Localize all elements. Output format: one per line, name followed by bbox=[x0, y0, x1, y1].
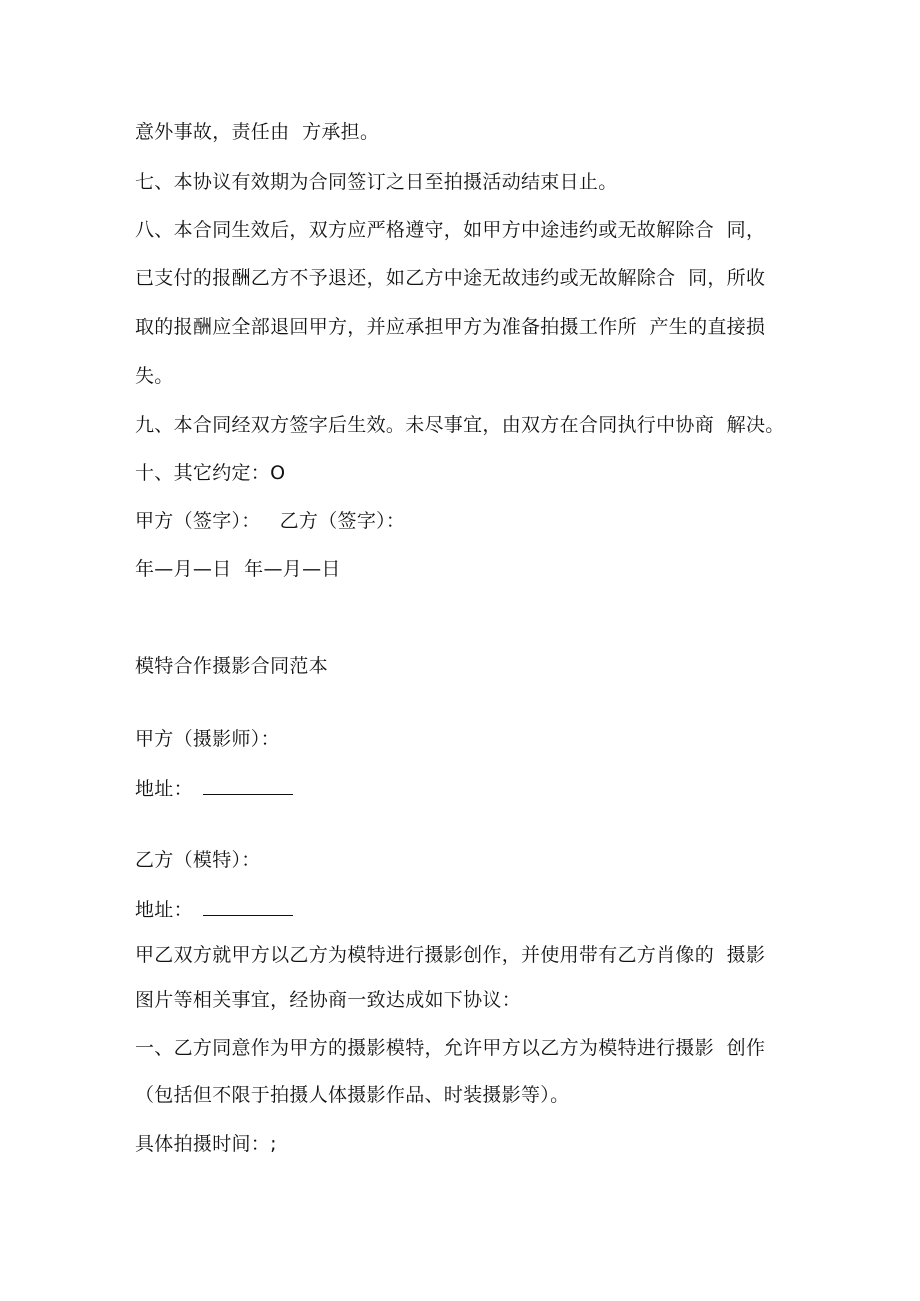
contract-title: 模特合作摄影合同范本 bbox=[135, 655, 329, 677]
shoot-time-label: 具体拍摄时间：; bbox=[135, 1133, 277, 1155]
signature-line: 甲方（签字）： 乙方（签字）： bbox=[135, 510, 406, 532]
clause-7: 七、本协议有效期为合同签订之日至拍摄活动结束日止。 bbox=[135, 171, 618, 193]
party-a-address-blank bbox=[203, 776, 293, 795]
clause-8-line-1: 八、本合同生效后，双方应严格遵守，如甲方中途违约或无故解除合 同， bbox=[135, 219, 766, 241]
date-line: 年—月—日 年—月—日 bbox=[135, 558, 341, 580]
preamble-line-2: 图片等相关事宜，经协商一致达成如下协议： bbox=[135, 989, 522, 1011]
preamble-line-1: 甲乙双方就甲方以乙方为模特进行摄影创作，并使用带有乙方肖像的 摄影 bbox=[135, 944, 766, 966]
clause-8-line-4: 失。 bbox=[135, 365, 174, 387]
clause-1-line-1: 一、乙方同意作为甲方的摄影模特，允许甲方以乙方为模特进行摄影 创作 bbox=[135, 1037, 766, 1059]
party-a-label: 甲方（摄影师）： bbox=[135, 728, 280, 750]
clause-9: 九、本合同经双方签字后生效。未尽事宜，由双方在合同执行中协商 解决。 bbox=[135, 414, 785, 436]
party-a-address-label: 地址： bbox=[135, 778, 193, 800]
party-b-address-blank bbox=[203, 897, 293, 916]
party-b-label: 乙方（模特）： bbox=[135, 849, 261, 871]
clause-8-line-2: 已支付的报酬乙方不予退还，如乙方中途无故违约或无故解除合 同，所收 bbox=[135, 267, 766, 289]
continuation-line: 意外事故，责任由 方承担。 bbox=[135, 121, 380, 143]
clause-1-line-2: （包括但不限于拍摄人体摄影作品、时装摄影等）。 bbox=[135, 1084, 570, 1106]
party-b-address-label: 地址： bbox=[135, 899, 193, 921]
clause-10: 十、其它约定：O bbox=[135, 462, 286, 484]
party-a-address-row bbox=[135, 776, 293, 801]
clause-8-line-3: 取的报酬应全部退回甲方，并应承担甲方为准备拍摄工作所 产生的直接损 bbox=[135, 316, 766, 338]
party-b-address-row bbox=[135, 897, 293, 922]
